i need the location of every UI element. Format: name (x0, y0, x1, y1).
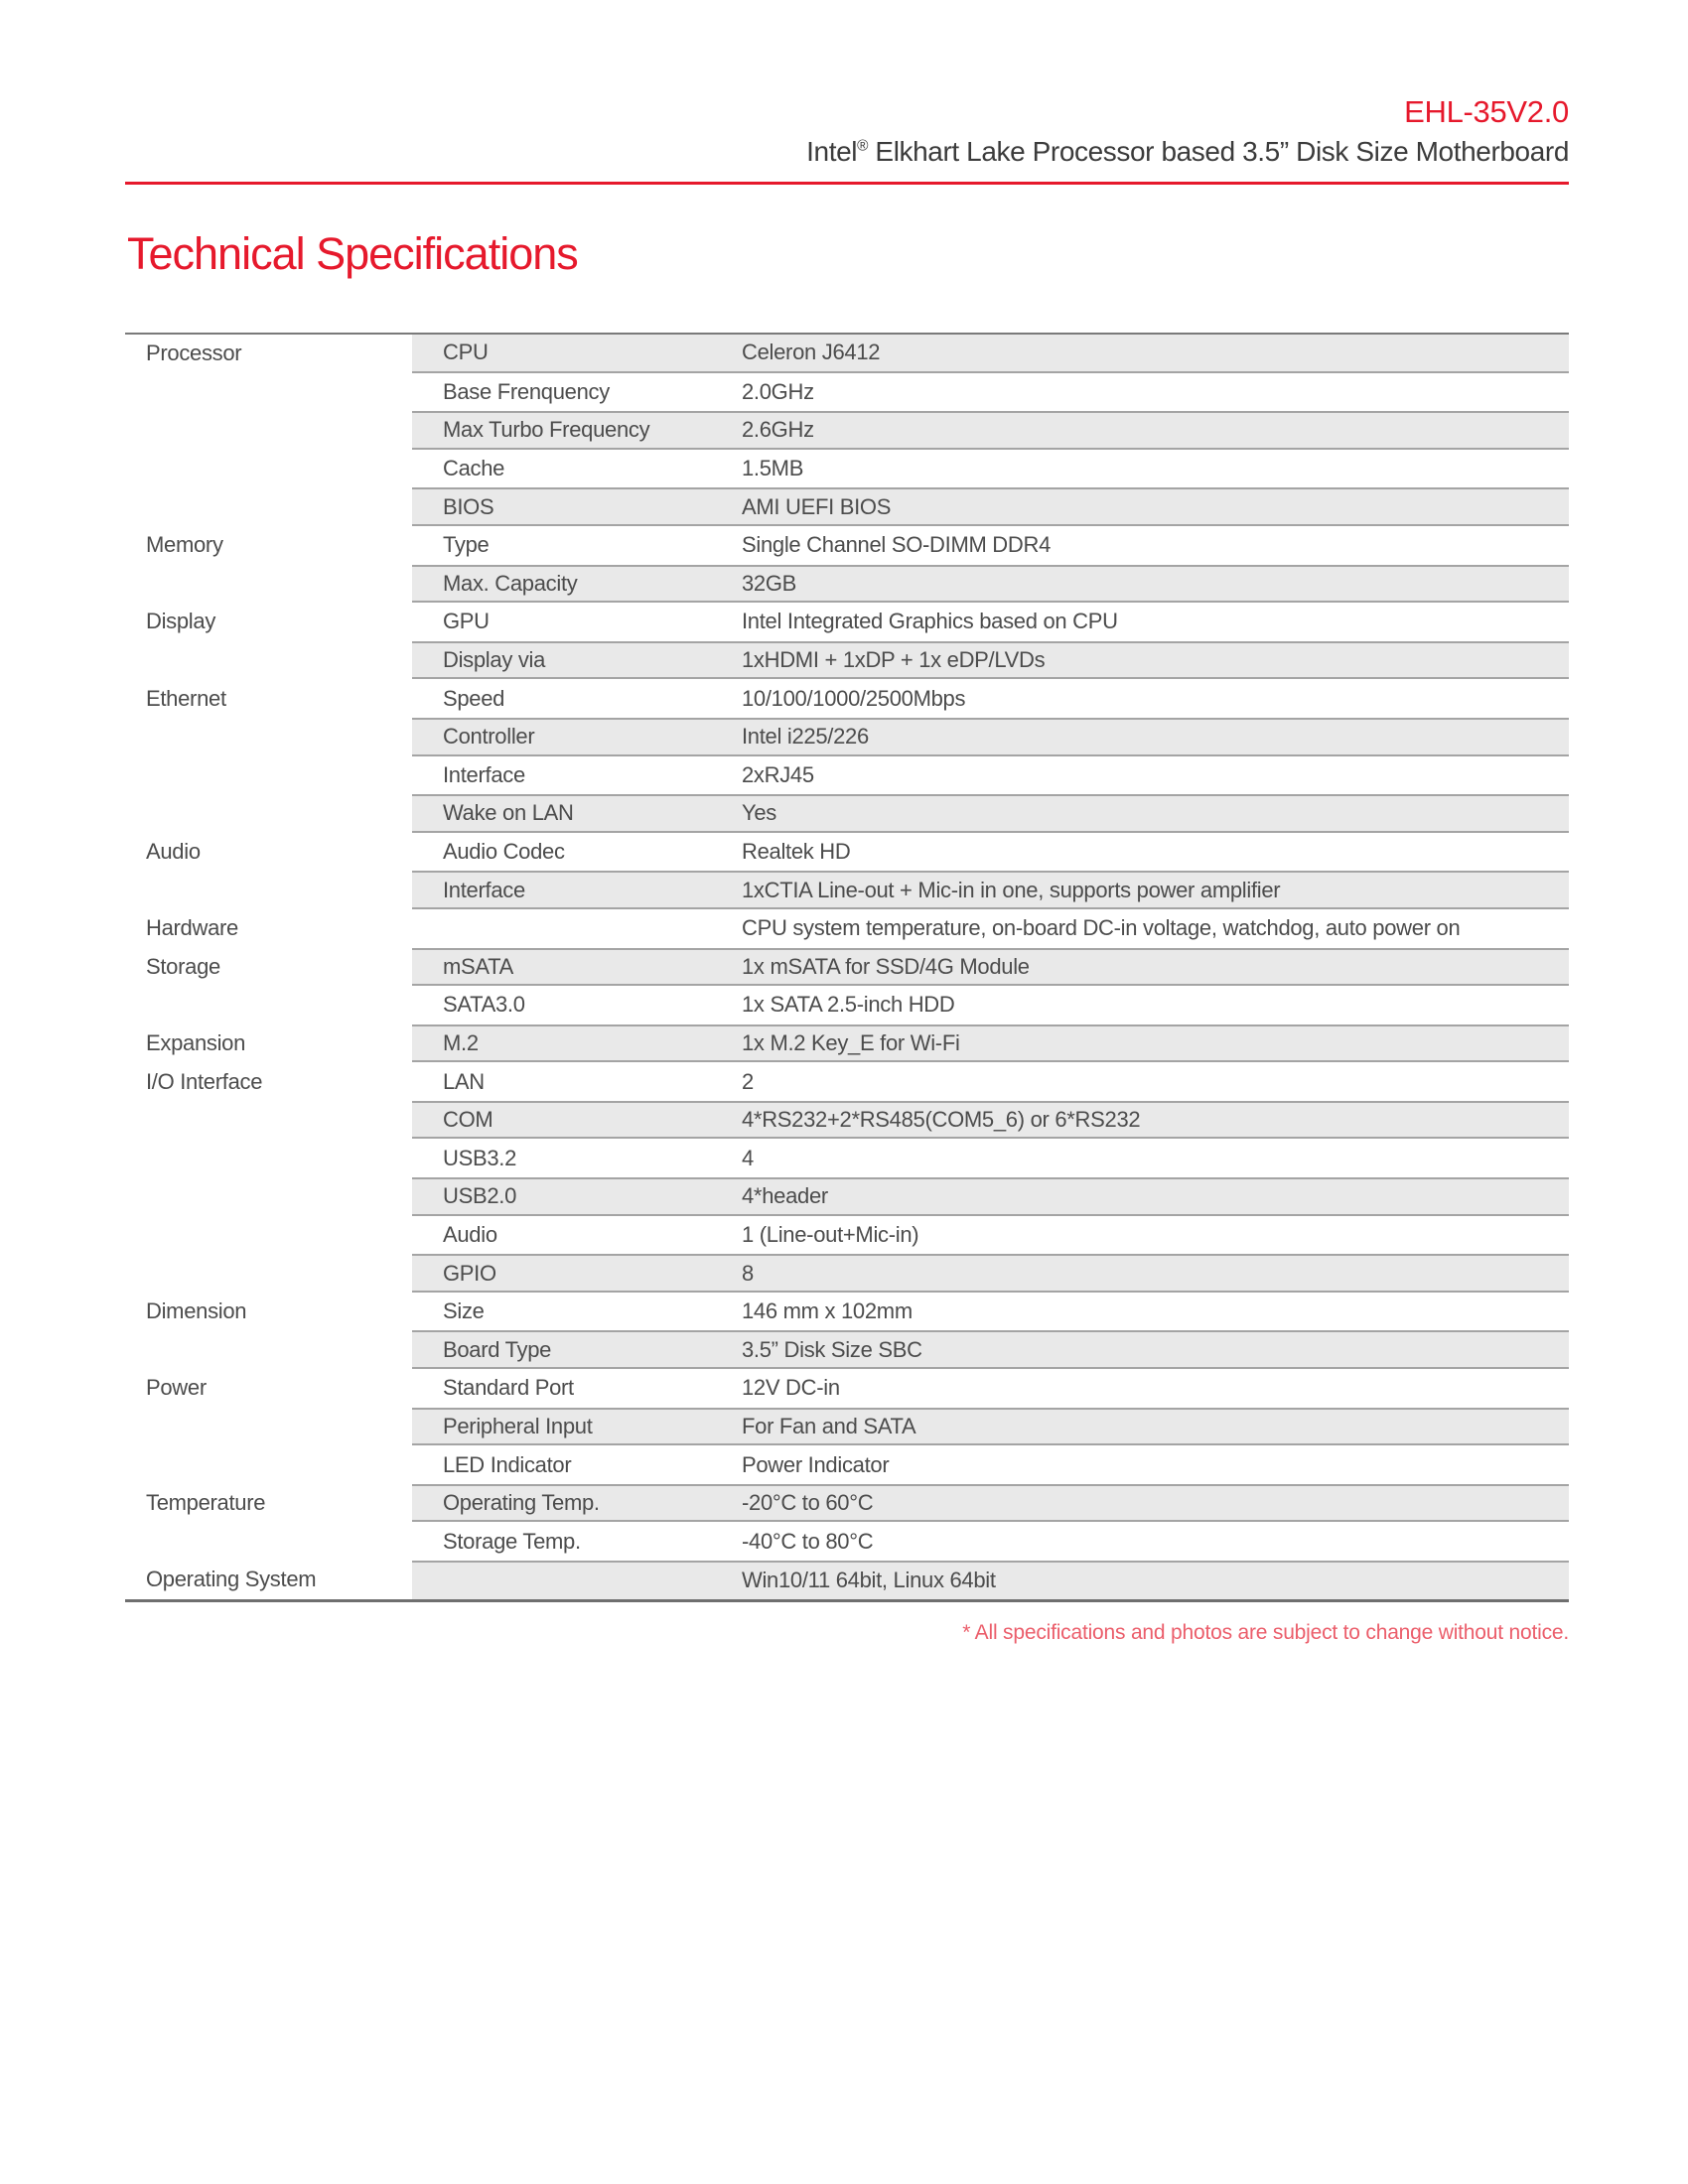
spec-item-value: CPU system temperature, on-board DC-in voltage, watchdog, auto power on (742, 915, 1461, 941)
spec-row-detail-block (412, 335, 1569, 373)
spec-row (125, 833, 1569, 872)
spec-row (125, 411, 1569, 450)
spec-row (125, 1330, 1569, 1369)
spec-row-detail-block (412, 1254, 1569, 1293)
spec-item-value: 4*header (742, 1183, 828, 1209)
spec-row (125, 986, 1569, 1024)
spec-item-label: LAN (443, 1068, 485, 1094)
spec-row (125, 1369, 1569, 1408)
spec-row-detail-block (412, 411, 1569, 450)
spec-category-label (125, 1408, 412, 1446)
spec-row-detail-block (412, 1101, 1569, 1140)
spec-row (125, 487, 1569, 526)
spec-item-label: Wake on LAN (443, 800, 574, 826)
spec-row (125, 679, 1569, 718)
spec-row-detail-block (412, 794, 1569, 833)
spec-item-label: M.2 (443, 1029, 479, 1055)
spec-item-value: 1xHDMI + 1xDP + 1x eDP/LVDs (742, 647, 1046, 673)
spec-item-value: -20°C to 60°C (742, 1490, 874, 1516)
spec-item-value: 2xRJ45 (742, 761, 814, 787)
spec-row (125, 1561, 1569, 1599)
spec-item-value: 2.0GHz (742, 378, 814, 404)
spec-row (125, 335, 1569, 373)
registered-trademark-symbol: ® (857, 137, 869, 155)
spec-category-label (125, 411, 412, 450)
spec-row-detail-block (412, 487, 1569, 526)
spec-item-label: Peripheral Input (443, 1413, 593, 1438)
document-subtitle (806, 136, 1569, 168)
spec-row-detail-block (412, 526, 1569, 565)
spec-item-label: Storage Temp. (443, 1528, 581, 1554)
spec-category-label (125, 641, 412, 680)
spec-item-label (412, 1563, 742, 1599)
spec-category-label: Ethernet (125, 679, 412, 718)
spec-item-label: Max. Capacity (443, 570, 578, 596)
spec-row-detail-block (412, 1522, 1569, 1561)
spec-category-label: Storage (125, 948, 412, 987)
spec-row (125, 1293, 1569, 1331)
spec-item-label: Operating Temp. (443, 1490, 600, 1516)
spec-item-value: 2.6GHz (742, 417, 814, 443)
spec-category-label (125, 1522, 412, 1561)
spec-item-value: Intel i225/226 (742, 724, 869, 750)
spec-category-label (125, 1330, 412, 1369)
spec-item-value: For Fan and SATA (742, 1413, 916, 1438)
spec-category-label: Memory (125, 526, 412, 565)
spec-row-detail-block (412, 948, 1569, 987)
spec-item-label: LED Indicator (443, 1451, 572, 1477)
spec-row-detail-block (412, 1408, 1569, 1446)
spec-item-label: BIOS (443, 493, 494, 519)
spec-category-label (125, 871, 412, 909)
spec-category-label (125, 487, 412, 526)
spec-item-label (412, 909, 742, 948)
spec-item-label: Standard Port (443, 1375, 574, 1401)
spec-category-label: Processor (125, 335, 412, 373)
spec-item-label: Type (443, 532, 490, 558)
spec-item-value: Celeron J6412 (742, 340, 881, 365)
spec-item-value: 1.5MB (742, 456, 804, 481)
spec-category-label: Hardware (125, 909, 412, 948)
spec-category-label: Operating System (125, 1561, 412, 1599)
spec-row (125, 1484, 1569, 1523)
spec-category-label (125, 1254, 412, 1293)
spec-row-detail-block (412, 1561, 1569, 1599)
spec-row (125, 526, 1569, 565)
spec-item-label: COM (443, 1107, 493, 1133)
spec-row-detail-block (412, 373, 1569, 412)
spec-item-label: Audio Codec (443, 839, 565, 865)
spec-item-label: GPU (443, 609, 490, 634)
spec-category-label (125, 718, 412, 756)
spec-row (125, 1445, 1569, 1484)
spec-row (125, 1062, 1569, 1101)
spec-row-detail-block (412, 641, 1569, 680)
spec-row-detail-block (412, 871, 1569, 909)
spec-row (125, 565, 1569, 604)
spec-item-value: -40°C to 80°C (742, 1528, 874, 1554)
spec-row-detail-block (412, 1139, 1569, 1177)
spec-item-value: Intel Integrated Graphics based on CPU (742, 609, 1118, 634)
subtitle-brand: Intel (806, 136, 858, 167)
product-model-title: EHL-35V2.0 (1404, 94, 1569, 129)
spec-row (125, 871, 1569, 909)
spec-item-label: Interface (443, 877, 525, 902)
spec-category-label (125, 756, 412, 795)
spec-item-value: 3.5” Disk Size SBC (742, 1336, 922, 1362)
spec-item-label: GPIO (443, 1260, 496, 1286)
spec-item-label: Board Type (443, 1336, 552, 1362)
spec-row (125, 1254, 1569, 1293)
spec-item-label: Speed (443, 685, 505, 711)
spec-item-label: mSATA (443, 953, 514, 979)
spec-row-detail-block (412, 450, 1569, 488)
spec-item-value: Win10/11 64bit, Linux 64bit (742, 1568, 996, 1593)
spec-row-detail-block (412, 1177, 1569, 1216)
spec-row-detail-block (412, 1369, 1569, 1408)
spec-row-detail-block (412, 1484, 1569, 1523)
spec-category-label (125, 1216, 412, 1255)
spec-item-label: Display via (443, 647, 546, 673)
spec-row-detail-block (412, 986, 1569, 1024)
disclaimer-footnote: * All specifications and photos are subject to change without notice. (962, 1621, 1569, 1644)
spec-category-label (125, 450, 412, 488)
spec-row (125, 1408, 1569, 1446)
spec-row (125, 794, 1569, 833)
spec-category-label: Power (125, 1369, 412, 1408)
spec-category-label (125, 1139, 412, 1177)
spec-item-value: 1x SATA 2.5-inch HDD (742, 992, 955, 1018)
spec-row (125, 373, 1569, 412)
spec-category-label (125, 565, 412, 604)
header-divider-rule (125, 182, 1569, 185)
spec-row-detail-block (412, 1024, 1569, 1063)
spec-category-label: Dimension (125, 1293, 412, 1331)
spec-row (125, 1522, 1569, 1561)
spec-item-value: 2 (742, 1068, 754, 1094)
spec-item-label: Max Turbo Frequency (443, 417, 650, 443)
spec-row (125, 718, 1569, 756)
spec-row (125, 1139, 1569, 1177)
spec-item-label: Audio (443, 1221, 497, 1247)
spec-row-detail-block (412, 756, 1569, 795)
spec-row-detail-block (412, 1330, 1569, 1369)
spec-row-detail-block (412, 1293, 1569, 1331)
spec-item-value: 1 (Line-out+Mic-in) (742, 1221, 919, 1247)
spec-row-detail-block (412, 603, 1569, 641)
spec-item-value: 146 mm x 102mm (742, 1298, 913, 1324)
spec-row-detail-block (412, 718, 1569, 756)
spec-row (125, 641, 1569, 680)
spec-item-value: Realtek HD (742, 839, 851, 865)
spec-item-value: 1xCTIA Line-out + Mic-in in one, supports power amplifier (742, 877, 1281, 902)
spec-item-value: 4 (742, 1145, 754, 1170)
spec-item-label: USB3.2 (443, 1145, 517, 1170)
spec-item-value: 32GB (742, 570, 797, 596)
spec-item-value: 8 (742, 1260, 754, 1286)
spec-item-label: Base Frenquency (443, 378, 610, 404)
spec-category-label (125, 1101, 412, 1140)
page-title: Technical Specifications (127, 228, 578, 279)
spec-category-label: I/O Interface (125, 1062, 412, 1101)
spec-row (125, 1177, 1569, 1216)
spec-item-label: USB2.0 (443, 1183, 517, 1209)
spec-row-detail-block (412, 1445, 1569, 1484)
spec-item-value: 4*RS232+2*RS485(COM5_6) or 6*RS232 (742, 1107, 1141, 1133)
spec-row-detail-block (412, 833, 1569, 872)
spec-row (125, 1216, 1569, 1255)
spec-item-label: Interface (443, 761, 525, 787)
spec-item-value: Single Channel SO-DIMM DDR4 (742, 532, 1052, 558)
spec-row (125, 909, 1569, 948)
spec-category-label: Expansion (125, 1024, 412, 1063)
spec-item-label: Size (443, 1298, 485, 1324)
spec-item-value: 10/100/1000/2500Mbps (742, 685, 966, 711)
spec-row (125, 603, 1569, 641)
spec-item-label: Controller (443, 724, 535, 750)
spec-row (125, 756, 1569, 795)
spec-category-label: Temperature (125, 1484, 412, 1523)
spec-row (125, 1101, 1569, 1140)
spec-row (125, 1024, 1569, 1063)
spec-item-value: 1x mSATA for SSD/4G Module (742, 953, 1030, 979)
subtitle-description: Elkhart Lake Processor based 3.5” Disk Size Motherboard (868, 136, 1569, 167)
spec-item-value: AMI UEFI BIOS (742, 493, 892, 519)
spec-category-label: Audio (125, 833, 412, 872)
spec-item-label: Cache (443, 456, 505, 481)
spec-item-label: CPU (443, 340, 489, 365)
spec-item-value: 1x M.2 Key_E for Wi-Fi (742, 1029, 960, 1055)
spec-row-detail-block (412, 909, 1569, 948)
spec-row-detail-block (412, 1216, 1569, 1255)
spec-category-label (125, 373, 412, 412)
spec-item-value: 12V DC-in (742, 1375, 840, 1401)
spec-category-label (125, 1445, 412, 1484)
spec-item-value: Power Indicator (742, 1451, 890, 1477)
spec-item-value: Yes (742, 800, 776, 826)
spec-table (125, 333, 1569, 1602)
spec-row (125, 450, 1569, 488)
spec-category-label (125, 1177, 412, 1216)
spec-category-label (125, 986, 412, 1024)
spec-row-detail-block (412, 1062, 1569, 1101)
spec-row-detail-block (412, 679, 1569, 718)
spec-row (125, 948, 1569, 987)
spec-item-label: SATA3.0 (443, 992, 525, 1018)
spec-row-detail-block (412, 565, 1569, 604)
spec-category-label: Display (125, 603, 412, 641)
spec-category-label (125, 794, 412, 833)
